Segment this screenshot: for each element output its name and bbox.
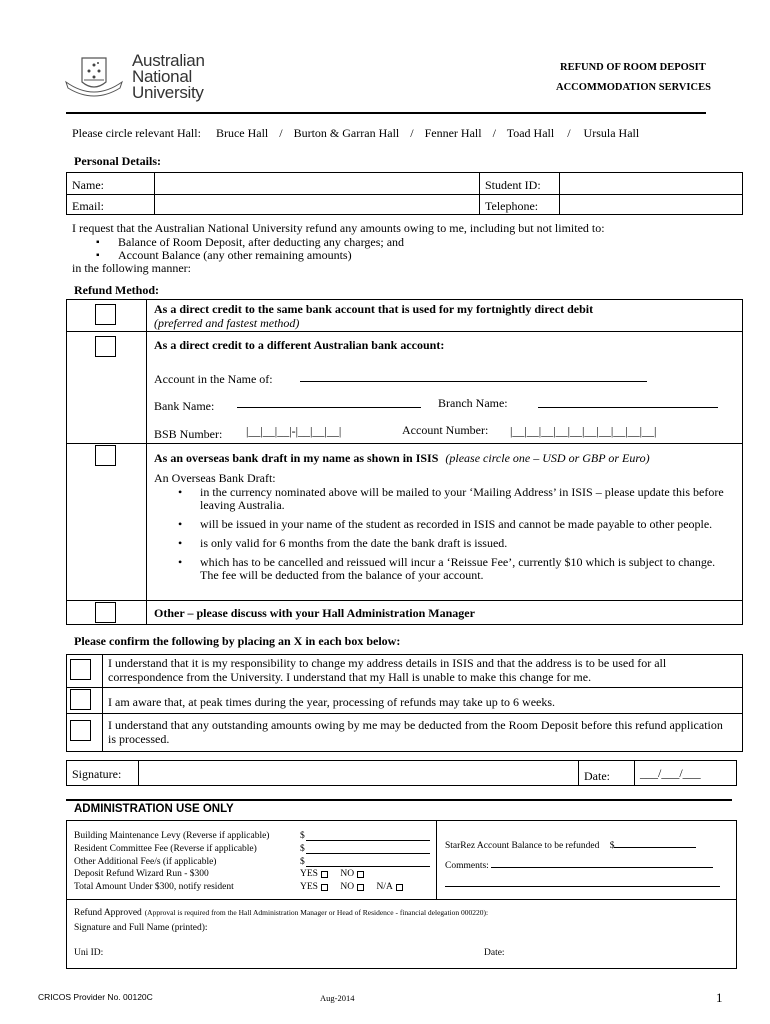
- confirm-processing-time-text: I am aware that, at peak times during the year, processing of refunds may take up to 6 weeks.: [108, 695, 556, 709]
- draft-condition: • in the currency nominated above will be mailed to your ‘Mailing Address’ in ISIS – please update this before leaving Australia.: [154, 486, 729, 512]
- no-label: NO: [340, 882, 355, 893]
- yes-label: YES: [300, 869, 318, 880]
- personal-heading: Personal Details:: [74, 154, 161, 168]
- email-field[interactable]: [156, 196, 476, 214]
- fee-label: Building Maintenance Levy (Reverse if applicable): [74, 831, 270, 841]
- refund-option-same-account-note: (preferred and fastest method): [154, 316, 300, 330]
- comments: [445, 857, 713, 871]
- yes-label: YES: [300, 882, 318, 893]
- draft-intro: An Overseas Bank Draft:: [154, 471, 276, 485]
- comments-label: Comments:: [445, 861, 489, 871]
- fee-amount-field[interactable]: [306, 843, 430, 854]
- refund-option-other-checkbox[interactable]: [95, 602, 116, 623]
- refund-approved-label: Refund Approved: [74, 908, 142, 918]
- hall-option[interactable]: Bruce Hall: [215, 126, 269, 140]
- anu-logo: [60, 50, 220, 106]
- hall-separator: /: [410, 126, 414, 140]
- refund-option-same-account-title: As a direct credit to the same bank account that is used for my fortnightly direct debit: [154, 302, 594, 316]
- request-statement: [72, 222, 752, 275]
- bank-name-label: Bank Name:: [154, 399, 215, 413]
- account-name-field[interactable]: [300, 381, 647, 382]
- hall-option[interactable]: Fenner Hall: [424, 126, 482, 140]
- refund-option-other-title: Other – please discuss with your Hall Administration Manager: [154, 606, 475, 620]
- hall-prompt: Please circle relevant Hall:: [72, 126, 201, 140]
- draft-condition: • will be issued in your name of the student as recorded in ISIS and cannot be made payable to other people.: [154, 518, 729, 531]
- bsb-field[interactable]: |__|__|__|-|__|__|__|: [246, 424, 342, 438]
- no-checkbox[interactable]: [357, 871, 364, 878]
- draft-conditions: [154, 486, 729, 588]
- fee-amount-field[interactable]: [306, 856, 430, 867]
- fee-label: Resident Committee Fee (Reverse if applicable): [74, 843, 257, 854]
- signature-field[interactable]: [140, 762, 576, 784]
- sig-full-name-label: Signature and Full Name (printed):: [74, 923, 208, 933]
- admin-heading: ADMINISTRATION USE ONLY: [74, 803, 234, 815]
- na-label: N/A: [376, 882, 393, 893]
- refund-option-different-account-checkbox[interactable]: [95, 336, 116, 357]
- confirm-address-checkbox[interactable]: [70, 659, 91, 680]
- logo-line-3: University: [132, 83, 204, 102]
- bank-name-field[interactable]: [237, 407, 421, 408]
- form-subtitle: ACCOMMODATION SERVICES: [556, 82, 711, 93]
- dollar-sign: $: [300, 856, 305, 867]
- header-divider: [66, 112, 706, 114]
- no-checkbox[interactable]: [357, 884, 364, 891]
- no-label: NO: [340, 869, 355, 880]
- email-label: Email:: [72, 199, 104, 213]
- starrez-amount-field[interactable]: [614, 837, 696, 848]
- confirm-deduction-checkbox[interactable]: [70, 720, 91, 741]
- telephone-field[interactable]: [561, 196, 741, 214]
- signature-label: Signature:: [72, 767, 122, 781]
- refund-heading: Refund Method:: [74, 283, 160, 297]
- overseas-draft-title: As an overseas bank draft in my name as shown in ISIS: [154, 451, 439, 465]
- admin-date-label: Date:: [484, 948, 505, 958]
- admin-fees: [74, 830, 434, 894]
- fee-amount-field[interactable]: [306, 830, 430, 841]
- branch-name-field[interactable]: [538, 407, 718, 408]
- date-field[interactable]: ___/___/___: [640, 766, 701, 780]
- confirm-deduction-text: I understand that any outstanding amounts owing by me may be deducted from the Room Deposit before this refund application is processed.: [108, 718, 723, 746]
- dollar-sign: $: [609, 841, 615, 851]
- yes-checkbox[interactable]: [321, 871, 328, 878]
- refund-option-overseas-draft-title: [154, 451, 650, 466]
- starrez-label: StarRez Account Balance to be refunded: [445, 841, 600, 851]
- starrez-balance: [445, 837, 696, 851]
- anu-crest-icon: [60, 52, 128, 102]
- cricos-number: CRICOS Provider No. 00120C: [38, 992, 153, 1002]
- approval-note: (Approval is required from the Hall Administration Manager or Head of Residence - financial delegation 000220):: [144, 908, 489, 917]
- logo-line-2: National: [132, 67, 192, 86]
- fee-label: Other Additional Fee/s (if applicable): [74, 856, 217, 867]
- refund-approved: [74, 906, 488, 918]
- account-number-field[interactable]: |__|__|__|__|__|__|__|__|__|__|: [510, 424, 657, 438]
- name-label: Name:: [72, 178, 104, 192]
- student-id-label: Student ID:: [485, 178, 541, 192]
- confirm-heading: Please confirm the following by placing an X in each box below:: [74, 634, 401, 648]
- hall-selector: [72, 126, 639, 141]
- fee-label: Total Amount Under $300, notify resident: [74, 882, 234, 893]
- yes-checkbox[interactable]: [321, 884, 328, 891]
- account-name-label: Account in the Name of:: [154, 372, 273, 386]
- hall-option[interactable]: Burton & Garran Hall: [293, 126, 400, 140]
- request-item: ▪ Balance of Room Deposit, after deducting any charges; and: [72, 236, 752, 249]
- request-item: ▪ Account Balance (any other remaining amounts): [72, 249, 752, 262]
- dollar-sign: $: [300, 843, 305, 854]
- draft-condition: • is only valid for 6 months from the date the bank draft is issued.: [154, 537, 729, 550]
- page-number: 1: [716, 990, 723, 1005]
- request-intro: I request that the Australian National University refund any amounts owing to me, including but not limited to:: [72, 221, 605, 235]
- dollar-sign: $: [300, 831, 305, 841]
- refund-option-different-account-title: As a direct credit to a different Australian bank account:: [154, 338, 445, 352]
- hall-separator: /: [567, 126, 571, 140]
- confirm-processing-time-checkbox[interactable]: [70, 689, 91, 710]
- hall-separator: /: [279, 126, 283, 140]
- branch-name-label: Branch Name:: [438, 396, 508, 410]
- confirm-address-text: I understand that it is my responsibility to change my address details in ISIS and that the address is to be used for all correspondence from the University. I understand that my Hall is unable to make this change for me.: [108, 656, 667, 684]
- draft-condition: • which has to be cancelled and reissued will incur a ‘Reissue Fee’, currently $10 which is subject to change. The fee will be deducted from the balance of your account.: [154, 556, 729, 582]
- bsb-label: BSB Number:: [154, 427, 223, 441]
- form-title: REFUND OF ROOM DEPOSIT: [560, 62, 706, 73]
- refund-option-overseas-draft-checkbox[interactable]: [95, 445, 116, 466]
- na-checkbox[interactable]: [396, 884, 403, 891]
- uni-id-label: Uni ID:: [74, 948, 104, 958]
- footer-date: Aug-2014: [320, 993, 355, 1003]
- logo-line-1: Australian: [132, 51, 205, 70]
- overseas-draft-note: (please circle one – USD or GBP or Euro): [445, 451, 650, 465]
- hall-option[interactable]: Toad Hall: [506, 126, 555, 140]
- fee-label: Deposit Refund Wizard Run - $300: [74, 869, 209, 880]
- hall-option[interactable]: Ursula Hall: [583, 126, 640, 140]
- account-number-label: Account Number:: [402, 423, 489, 437]
- telephone-label: Telephone:: [485, 199, 539, 213]
- comments-field-line-2[interactable]: [445, 886, 720, 887]
- request-outro: in the following manner:: [72, 260, 191, 275]
- hall-separator: /: [492, 126, 496, 140]
- date-label: Date:: [584, 769, 610, 783]
- name-field[interactable]: [156, 174, 476, 193]
- refund-option-same-account-checkbox[interactable]: [95, 304, 116, 325]
- comments-field[interactable]: [491, 857, 713, 868]
- student-id-field[interactable]: [561, 174, 741, 193]
